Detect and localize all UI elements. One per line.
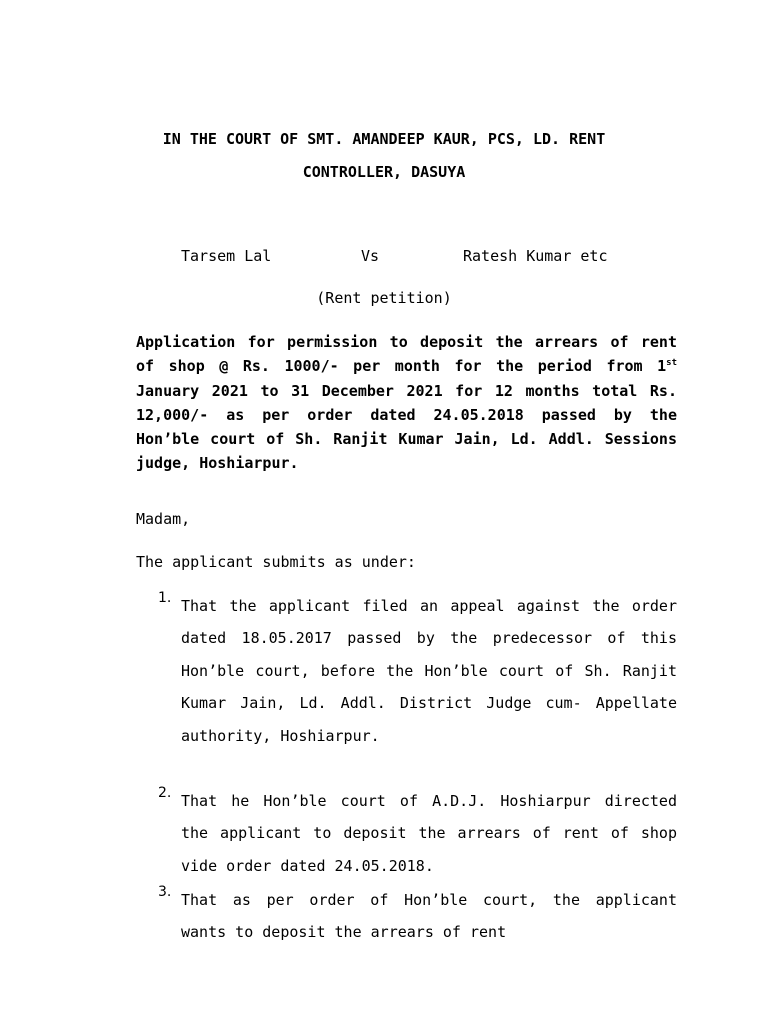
- intro-line: The applicant submits as under:: [136, 553, 416, 571]
- list-item-number: 1.: [158, 590, 172, 606]
- subject-part-1: Application for permission to deposit the arrears of rent of shop @ Rs. 1000/- per month for the period from 1: [136, 333, 677, 376]
- subject-superscript: st: [666, 358, 677, 369]
- petition-type: (Rent petition): [316, 289, 452, 307]
- court-heading-line-2: CONTROLLER, DASUYA: [302, 163, 466, 181]
- subject-part-2: January 2021 to 31 December 2021 for 12 months total Rs. 12,000/- as per order dated 24.05.2018 passed by the Hon’ble court of Sh. Ranjit Kumar Jain, Ld. Addl. Sessions judge, Hoshiarpur.: [136, 381, 677, 473]
- salutation: Madam,: [136, 510, 191, 528]
- list-item-number: 3.: [158, 884, 172, 900]
- list-item-text: That he Hon’ble court of A.D.J. Hoshiarpur directed the applicant to deposit the arrears of rent of shop vide order dated 24.05.2018.: [181, 792, 677, 875]
- list-item-text: That as per order of Hon’ble court, the applicant wants to deposit the arrears of rent: [181, 891, 677, 942]
- case-parties: [0, 247, 768, 267]
- court-heading-line-1: IN THE COURT OF SMT. AMANDEEP KAUR, PCS, LD. RENT: [162, 130, 606, 148]
- versus-label: Vs: [361, 247, 380, 265]
- list-item-text: That the applicant filed an appeal against the order dated 18.05.2017 passed by the predecessor of this Hon’ble court, before the Hon’ble court of Sh. Ranjit Kumar Jain, Ld. Addl. District Judge cum- Appellate authority, Hoshiarpur.: [181, 597, 677, 745]
- petitioner-name: Tarsem Lal: [181, 247, 272, 265]
- application-subject: [136, 330, 677, 476]
- respondent-name: Ratesh Kumar etc: [463, 247, 608, 265]
- list-item-number: 2.: [158, 785, 172, 801]
